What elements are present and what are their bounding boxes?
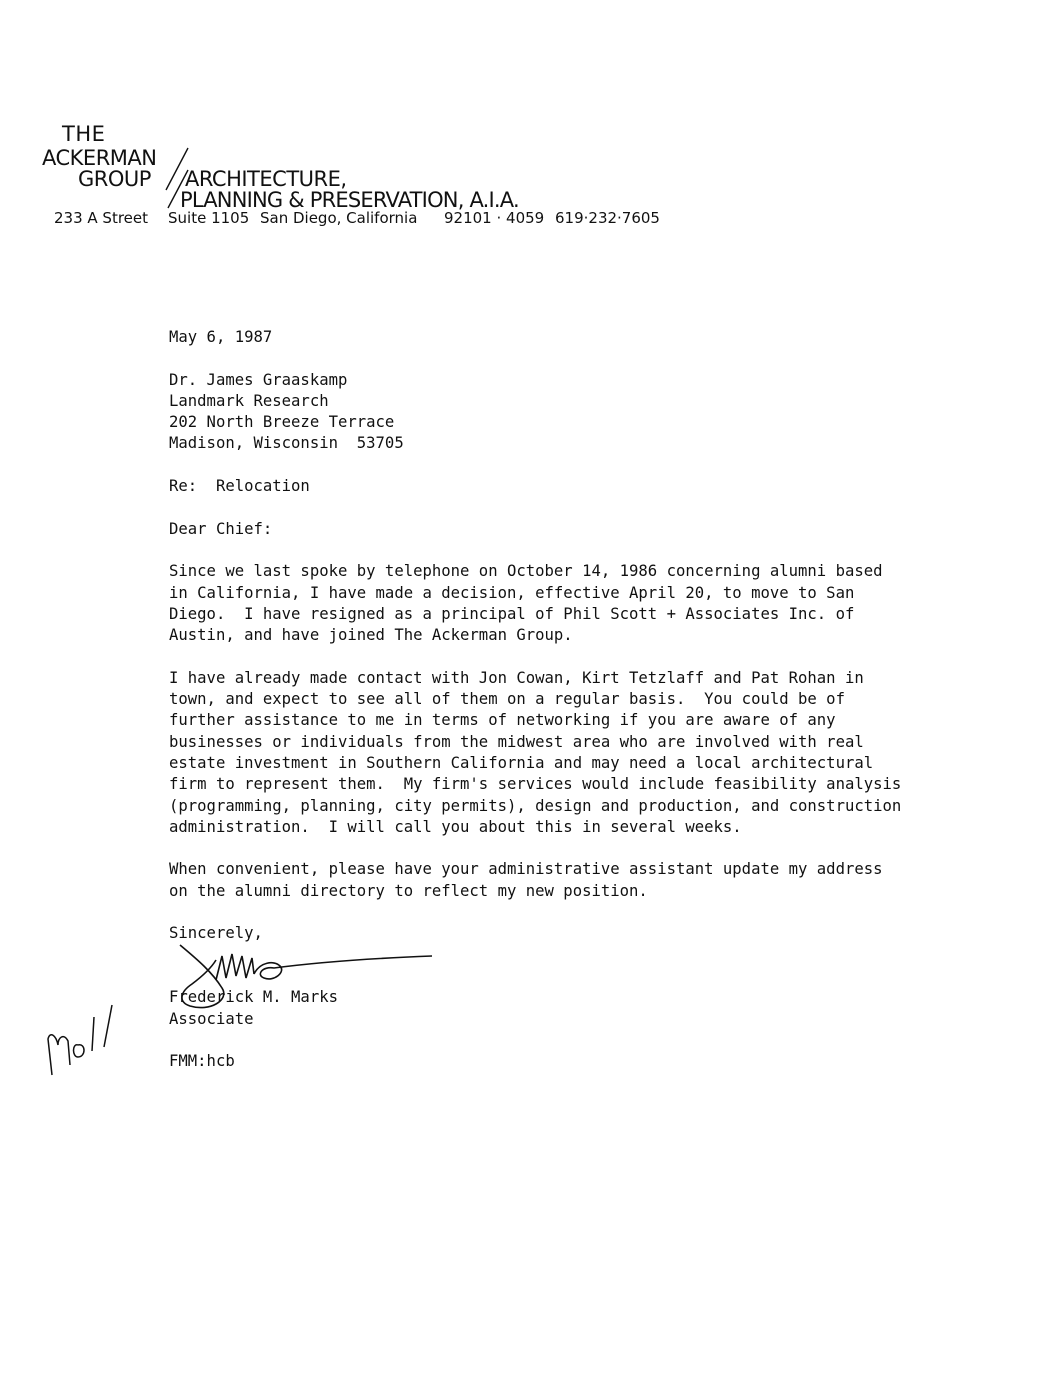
paragraph-line: estate investment in Southern California and may need a local architectural xyxy=(169,753,874,772)
recipient-address xyxy=(169,370,1029,455)
letterhead-group: GROUP xyxy=(78,167,151,191)
letterhead-planning: PLANNING & PRESERVATION, A.I.A. xyxy=(180,188,519,212)
paragraph-line: (programming, planning, city permits), design and production, and construction xyxy=(169,796,902,815)
letterhead-zip: 92101 · 4059 xyxy=(444,209,545,227)
paragraph-1 xyxy=(169,561,1029,646)
paragraph-line: in California, I have made a decision, effective April 20, to move to San xyxy=(169,583,855,602)
recipient-line: Dr. James Graaskamp xyxy=(169,370,348,389)
recipient-line: Madison, Wisconsin 53705 xyxy=(169,434,404,453)
paragraph-line: administration. I will call you about this in several weeks. xyxy=(169,817,742,836)
paragraph-line: Austin, and have joined The Ackerman Group. xyxy=(169,626,573,645)
paragraph-line: Since we last spoke by telephone on October 14, 1986 concerning alumni based xyxy=(169,562,883,581)
closing: Sincerely, xyxy=(169,924,263,943)
paragraph-line: businesses or individuals from the midwest area who are involved with real xyxy=(169,732,864,751)
signer-title: Associate xyxy=(169,1009,254,1028)
paragraph-line: I have already made contact with Jon Cowan, Kirt Tetzlaff and Pat Rohan in xyxy=(169,668,864,687)
handwritten-margin-note xyxy=(40,995,130,1085)
recipient-line: Landmark Research xyxy=(169,391,329,410)
paragraph-line: further assistance to me in terms of networking if you are aware of any xyxy=(169,711,836,730)
typist-initials: FMM:hcb xyxy=(169,1052,235,1071)
letterhead-street: 233 A Street xyxy=(54,209,149,227)
paragraph-2 xyxy=(169,668,1029,838)
paragraph-line: When convenient, please have your administrative assistant update my address xyxy=(169,860,883,879)
paragraph-line: town, and expect to see all of them on a regular basis. You could be of xyxy=(169,690,845,709)
salutation: Dear Chief: xyxy=(169,519,273,538)
letterhead-architecture: ARCHITECTURE, xyxy=(185,167,347,191)
paragraph-line: Diego. I have resigned as a principal of Phil Scott + Associates Inc. of xyxy=(169,604,855,623)
recipient-line: 202 North Breeze Terrace xyxy=(169,413,395,432)
paragraph-3 xyxy=(169,859,1029,902)
letter-date: May 6, 1987 xyxy=(169,328,273,346)
subject-line: Re: Relocation xyxy=(169,477,310,496)
letterhead-suite: Suite 1105 xyxy=(168,209,250,227)
letterhead-the: THE xyxy=(62,122,106,146)
letterhead-phone: 619·232·7605 xyxy=(555,209,660,227)
signature xyxy=(170,940,440,1030)
letterhead-ackerman: ACKERMAN xyxy=(42,146,157,170)
signer-name: Frederick M. Marks xyxy=(169,988,338,1007)
letterhead-city: San Diego, California xyxy=(260,209,418,227)
paragraph-line: on the alumni directory to reflect my new position. xyxy=(169,881,648,900)
paragraph-line: firm to represent them. My firm's services would include feasibility analysis xyxy=(169,775,902,794)
